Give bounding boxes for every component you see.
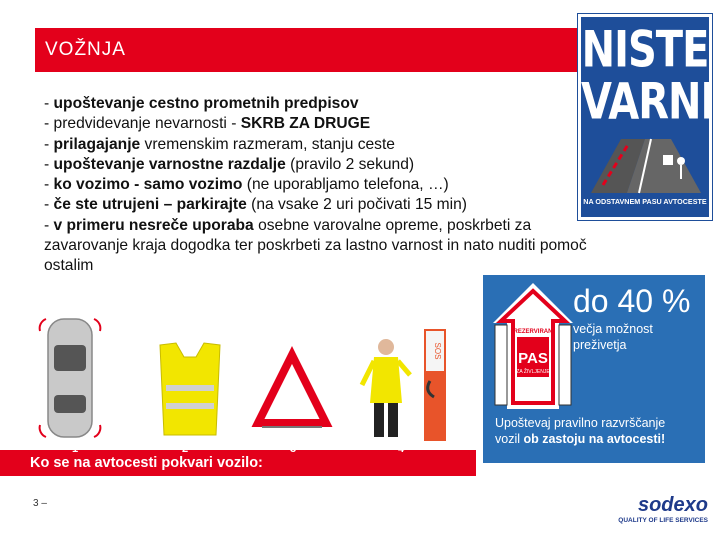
bullet-text: (na vsake 2 uri počivati 15 min) [246,196,467,214]
bullet-bold-text: SKRB ZA DRUGE [240,115,371,133]
bullet-bold-text: če ste utrujeni – parkirajte [53,196,247,214]
bullet-text: vremenskim razmeram, stanju ceste [140,135,395,153]
sign-bot-text: ZA ŽIVLJENJE [516,369,550,375]
promo-message-2b: ob zastoju na avtocesti! [523,432,666,446]
promo-subtext-2: preživetja [573,338,627,352]
page-number: 3 – [33,498,47,509]
step-number-4: 4 [398,443,405,455]
promo-message-2: vozil [495,432,524,446]
warning-triangle-icon [258,355,326,427]
arrow-sign-icon [491,281,575,411]
step-number-2: 2 [182,443,189,455]
bullet-bold-text: prilagajanje [53,135,141,153]
bullet-text: - [44,196,54,214]
sign-mid-text: PAS [518,350,548,367]
bullet-text: zavarovanje kraja dogodka ter poskrbeti za lastno varnost in nato nuditi pomoč [44,237,587,255]
safety-vest-icon [160,343,220,435]
bullet-line [44,236,684,256]
bullet-bold-text: upoštevanje varnostne razdalje [53,155,286,173]
instruction-strip: Ko se na avtocesti pokvari vozilo: [0,450,476,476]
bullet-text: - predvidevanje nevarnosti - [44,115,241,133]
bullet-bold-text: ko vozimo - samo vozimo [53,176,243,194]
sos-phone-icon [424,329,446,441]
person-vest-icon [362,339,410,437]
logo-tagline: QUALITY OF LIFE SERVICES [618,517,708,524]
bullet-text: - [44,95,54,112]
bullet-text: - [44,216,54,234]
promo-panel [483,275,705,463]
niste-varni-poster [578,14,715,220]
bullet-text: - [44,155,54,173]
bullet-text: (pravilo 2 sekund) [285,155,415,173]
bullet-line [44,256,684,276]
bullet-text: - [44,135,54,153]
promo-message-1: Upoštevaj pravilno razvrščanje [495,416,666,430]
breakdown-steps-illustration [0,305,480,455]
road-illustration-icon [581,135,709,195]
bullet-text: (ne uporabljamo telefona, …) [242,176,449,194]
bullet-bold-text: upoštevanje cestno prometnih predpisov [53,95,359,112]
slide-title: VOŽNJA [35,28,595,72]
promo-message [495,415,695,447]
poster-line1: NISTE [581,21,709,79]
step-number-3: 3 [290,443,297,455]
promo-subtext-1: večja možnost [573,322,653,336]
poster-line2: VARNI [581,73,715,131]
sodexo-logo [598,494,708,524]
poster-subtitle: NA ODSTAVNEM PASU AVTOCESTE [583,197,707,206]
bullet-text: ostalim [44,257,94,275]
steps-drawing [0,305,480,455]
sos-label: SOS [433,342,442,360]
bullet-text: osebne varovalne opreme, poskrbeti za [253,216,532,234]
car-icon [40,319,101,437]
logo-name: sodexo [637,494,708,516]
promo-subtext [573,321,653,353]
sign-top-text: REZERVIRAN [513,329,553,335]
promo-percent: do 40 % [573,283,691,319]
bullet-text: - [44,176,54,194]
step-number-1: 1 [72,443,79,455]
bullet-bold-text: v primeru nesreče uporaba [53,216,254,234]
